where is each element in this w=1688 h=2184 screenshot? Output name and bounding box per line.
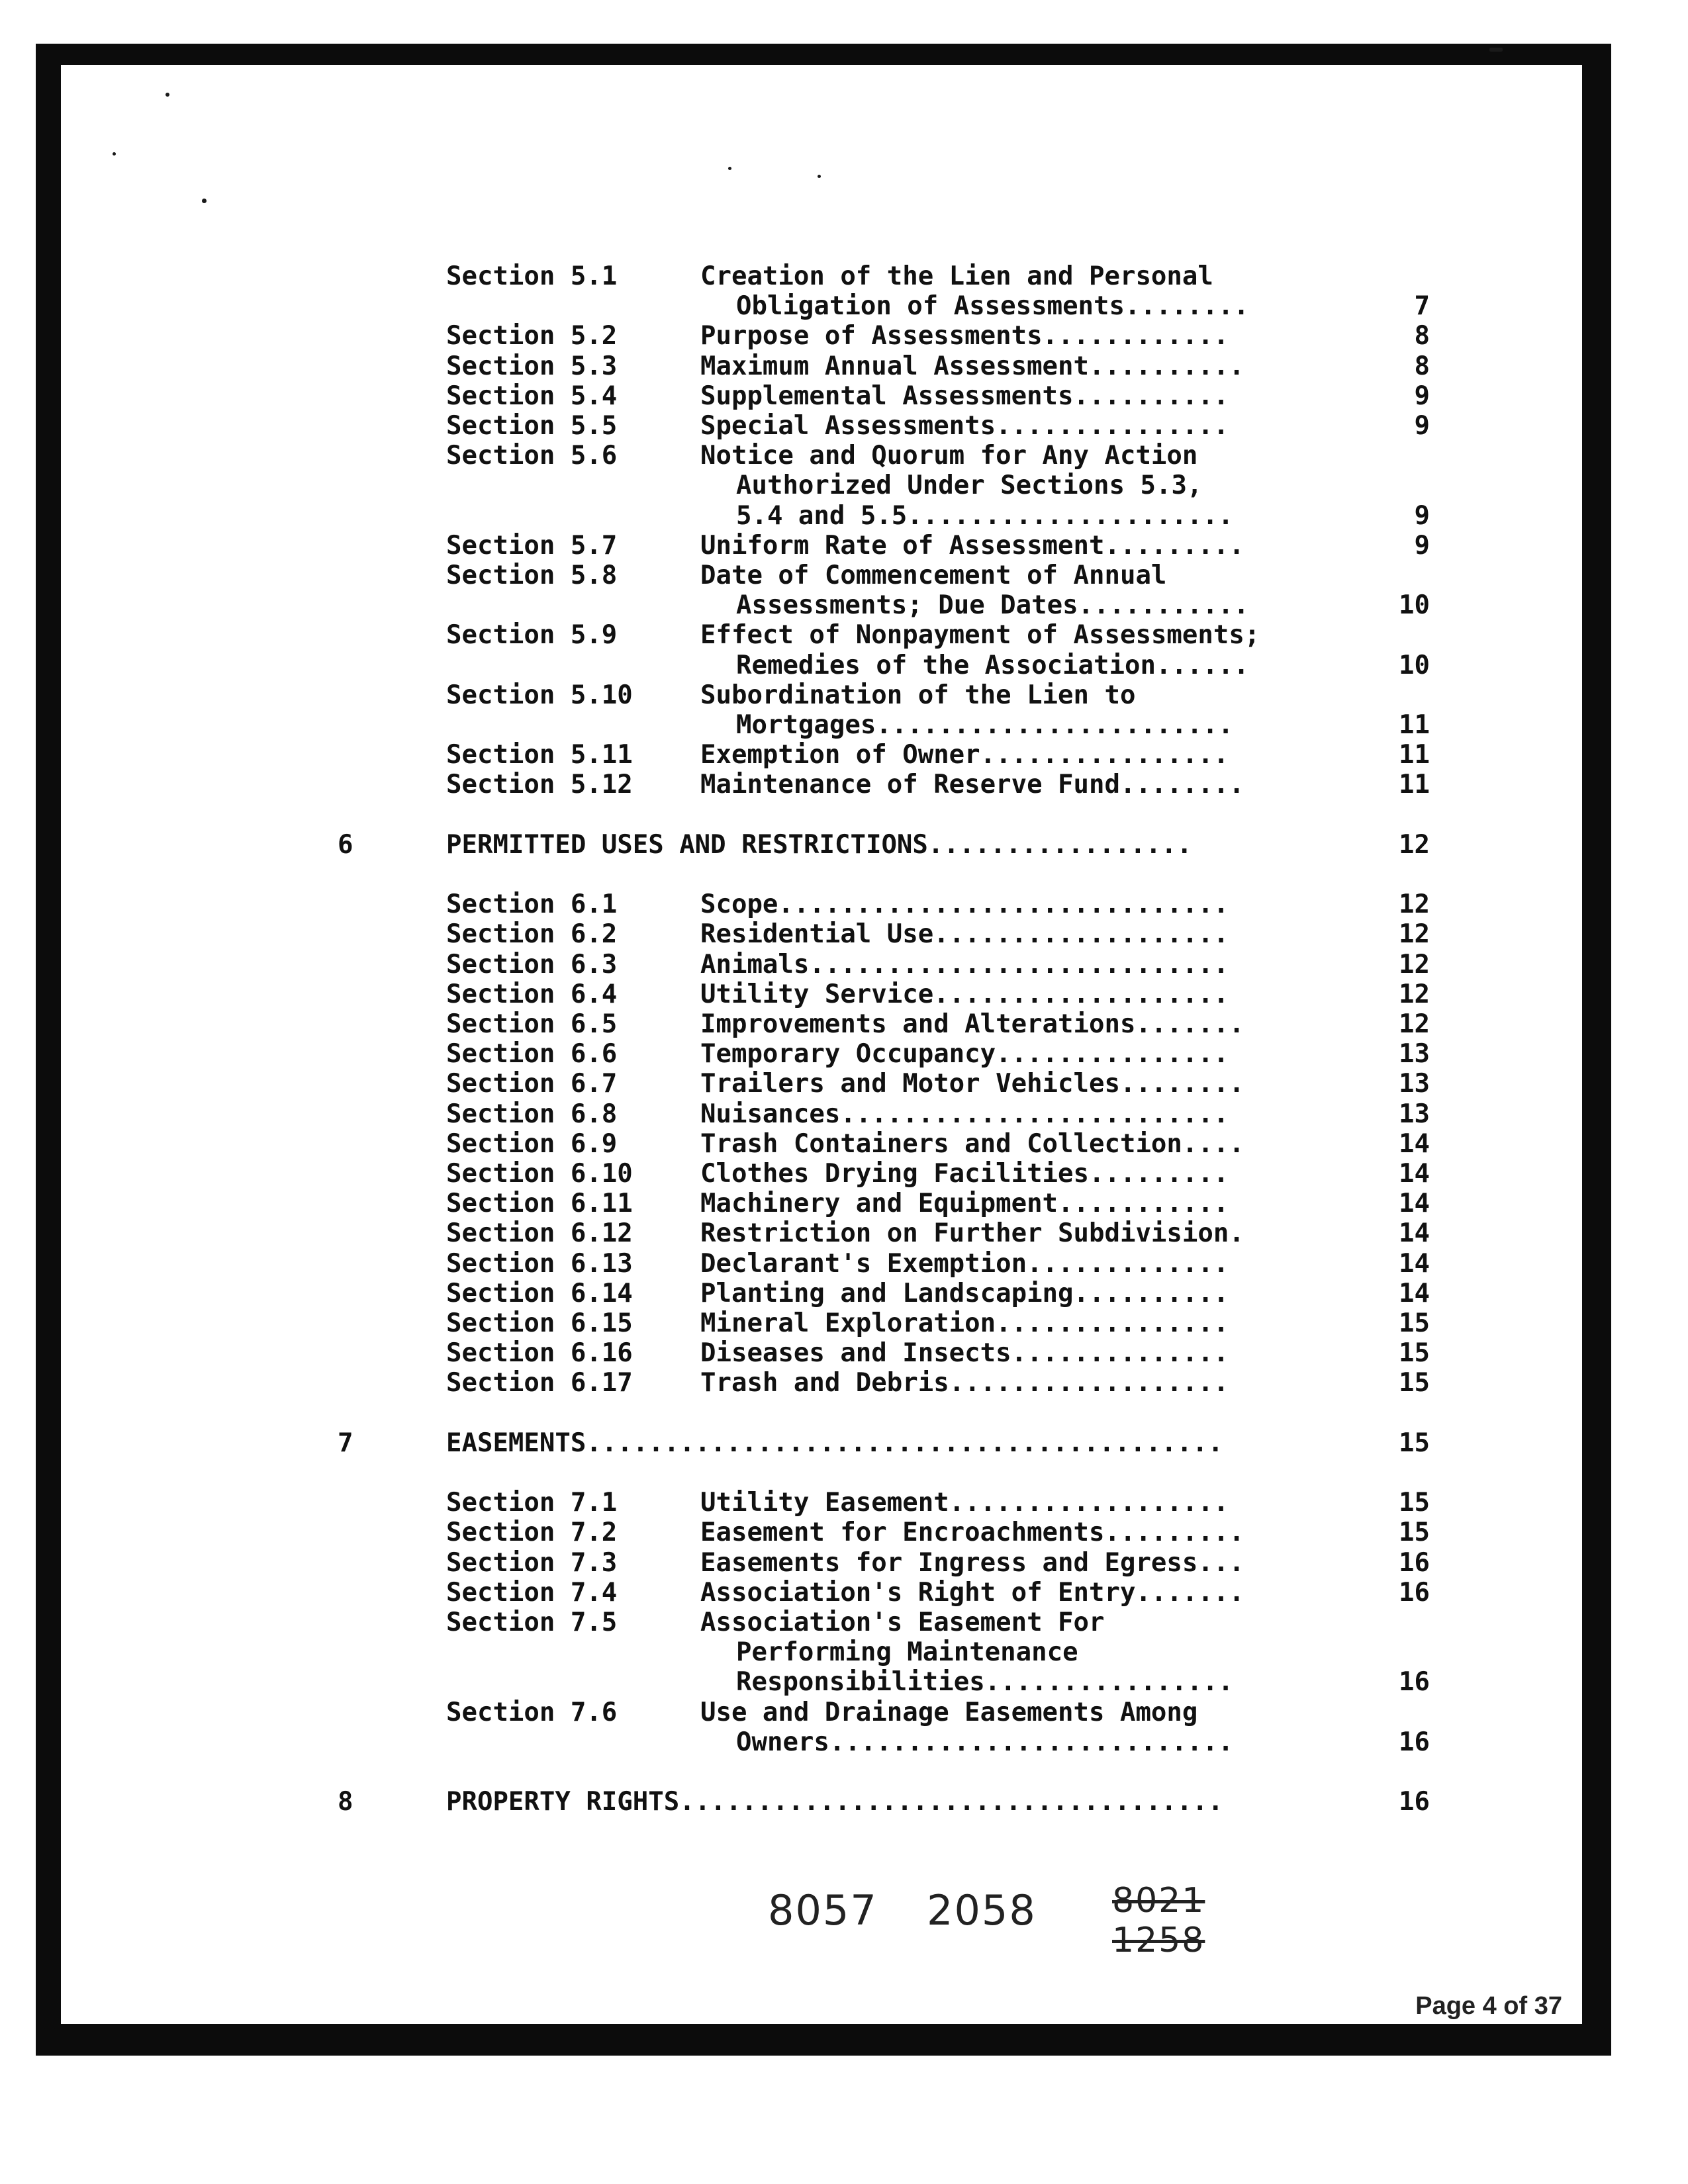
section-label: Section 6.6	[446, 1039, 618, 1069]
section-title: Declarant's Exemption.............	[700, 1249, 1229, 1279]
section-title: Maintenance of Reserve Fund........	[700, 770, 1244, 800]
book-number-stamp: 8057	[768, 1886, 878, 1934]
section-label: Section 5.9	[446, 620, 618, 651]
section-title: Effect of Nonpayment of Assessments;	[700, 621, 1260, 651]
section-label: Section 6.10	[446, 1159, 633, 1189]
page-number: 10	[1399, 590, 1430, 621]
section-title: Utility Easement..................	[700, 1488, 1229, 1518]
chapter-number: 7	[338, 1428, 353, 1458]
section-label: Section 5.5	[446, 411, 618, 441]
section-label: Section 6.14	[446, 1278, 633, 1308]
section-title: Utility Service...................	[700, 979, 1229, 1009]
page-number: 14	[1399, 1159, 1430, 1189]
section-title: Subordination of the Lien to	[700, 680, 1136, 710]
section-label: Section 6.13	[446, 1248, 633, 1279]
page-number: 13	[1399, 1039, 1430, 1069]
section-label: Section 6.7	[446, 1069, 618, 1099]
section-label: Section 6.15	[446, 1308, 633, 1338]
section-title: Use and Drainage Easements Among	[700, 1698, 1198, 1727]
page-number: 8	[1414, 351, 1430, 381]
section-label: Section 5.1	[446, 261, 618, 291]
section-title: Improvements and Alterations.......	[700, 1010, 1244, 1039]
section-label: Section 6.17	[446, 1368, 633, 1398]
page-number: 11	[1399, 770, 1430, 800]
section-label: Section 7.3	[446, 1547, 618, 1578]
section-title: Performing Maintenance	[736, 1638, 1078, 1668]
section-title: 5.4 and 5.5.....................	[736, 501, 1234, 531]
section-label: Section 6.2	[446, 919, 618, 950]
page-number: 16	[1399, 1787, 1430, 1817]
page-number: 13	[1399, 1069, 1430, 1099]
section-title: Mortgages.......................	[736, 711, 1234, 740]
page-number: 9	[1414, 500, 1430, 531]
section-title: Supplemental Assessments..........	[700, 381, 1229, 411]
section-title: Machinery and Equipment...........	[700, 1189, 1229, 1219]
section-title: Exemption of Owner................	[700, 741, 1229, 770]
page-number: 9	[1414, 381, 1430, 411]
section-label: Section 5.2	[446, 321, 618, 351]
page-number: 12	[1399, 1009, 1430, 1039]
section-label: Section 6.11	[446, 1189, 633, 1219]
page-indicator: Page 4 of 37	[1415, 1992, 1562, 2020]
section-title: Easement for Encroachments.........	[700, 1518, 1244, 1548]
section-title: Planting and Landscaping..........	[700, 1279, 1229, 1308]
page-number: 14	[1399, 1248, 1430, 1279]
page-number: 10	[1399, 650, 1430, 680]
page-number: 12	[1399, 919, 1430, 950]
section-title: Restriction on Further Subdivision.	[700, 1219, 1244, 1249]
chapter-number: 8	[338, 1787, 353, 1817]
section-title: Maximum Annual Assessment..........	[700, 351, 1244, 381]
section-title: Diseases and Insects..............	[700, 1339, 1229, 1369]
chapter-title: PERMITTED USES AND RESTRICTIONS.................	[446, 830, 1193, 860]
page-number: 15	[1399, 1368, 1430, 1398]
section-title: Owners..........................	[736, 1727, 1234, 1757]
page-number: 9	[1414, 411, 1430, 441]
page-number: 11	[1399, 740, 1430, 770]
chapter-title: PROPERTY RIGHTS...................................	[446, 1788, 1223, 1817]
page-number: 12	[1399, 889, 1430, 920]
page-number: 15	[1399, 1338, 1430, 1369]
section-label: Section 6.3	[446, 949, 618, 979]
page-number: 14	[1399, 1278, 1430, 1308]
page-number: 16	[1399, 1577, 1430, 1608]
section-title: Notice and Quorum for Any Action	[700, 441, 1198, 471]
section-title: Clothes Drying Facilities.........	[700, 1160, 1229, 1189]
page-number: 14	[1399, 1189, 1430, 1219]
section-title: Temporary Occupancy...............	[700, 1040, 1229, 1069]
chapter-title: EASEMENTS.........................................	[446, 1428, 1223, 1458]
chapter-number: 6	[338, 829, 353, 860]
section-label: Section 6.1	[446, 889, 618, 920]
page-number: 12	[1399, 949, 1430, 979]
section-title: Special Assessments...............	[700, 412, 1229, 441]
section-label: Section 6.4	[446, 979, 618, 1009]
section-title: Association's Easement For	[700, 1608, 1105, 1637]
section-title: Animals...........................	[700, 950, 1229, 979]
page-number: 8	[1414, 321, 1430, 351]
page-number: 16	[1399, 1727, 1430, 1757]
page-number-stamp: 2058	[927, 1886, 1037, 1934]
section-title: Nuisances.........................	[700, 1099, 1229, 1129]
page-number: 13	[1399, 1099, 1430, 1129]
section-title: Responsibilities................	[736, 1668, 1234, 1698]
page-number: 7	[1414, 291, 1430, 322]
section-label: Section 6.9	[446, 1128, 618, 1159]
section-label: Section 5.3	[446, 351, 618, 381]
section-title: Uniform Rate of Assessment.........	[700, 531, 1244, 561]
page-number: 16	[1399, 1667, 1430, 1698]
page-number: 15	[1399, 1518, 1430, 1548]
section-label: Section 6.12	[446, 1218, 633, 1249]
page-number: 15	[1399, 1428, 1430, 1458]
section-title: Remedies of the Association......	[736, 651, 1249, 680]
section-label: Section 5.11	[446, 740, 633, 770]
section-label: Section 7.2	[446, 1518, 618, 1548]
section-title: Association's Right of Entry.......	[700, 1578, 1244, 1608]
section-title: Creation of the Lien and Personal	[700, 262, 1213, 291]
section-label: Section 5.8	[446, 561, 618, 590]
section-label: Section 7.1	[446, 1488, 618, 1518]
page-number: 9	[1414, 530, 1430, 561]
section-label: Section 5.6	[446, 441, 618, 471]
section-title: Obligation of Assessments........	[736, 292, 1249, 322]
section-label: Section 6.16	[446, 1338, 633, 1369]
section-title: Residential Use...................	[700, 920, 1229, 950]
page-number: 14	[1399, 1218, 1430, 1249]
section-label: Section 6.5	[446, 1009, 618, 1039]
section-title: Purpose of Assessments............	[700, 322, 1229, 351]
section-title: Assessments; Due Dates...........	[736, 591, 1249, 621]
section-label: Section 5.10	[446, 680, 633, 710]
section-label: Section 5.7	[446, 530, 618, 561]
section-title: Trash Containers and Collection....	[700, 1129, 1244, 1159]
section-label: Section 7.6	[446, 1697, 618, 1727]
section-title: Scope.............................	[700, 890, 1229, 920]
struck-reference-stamp: 8021 1258	[1112, 1881, 1205, 1960]
page-number: 16	[1399, 1547, 1430, 1578]
section-title: Trailers and Motor Vehicles........	[700, 1069, 1244, 1099]
section-title: Date of Commencement of Annual	[700, 561, 1167, 590]
section-label: Section 7.4	[446, 1577, 618, 1608]
page-number: 15	[1399, 1308, 1430, 1338]
section-title: Easements for Ingress and Egress...	[700, 1548, 1244, 1578]
section-title: Mineral Exploration...............	[700, 1309, 1229, 1338]
page-number: 15	[1399, 1488, 1430, 1518]
section-label: Section 5.12	[446, 770, 633, 800]
page-number: 14	[1399, 1128, 1430, 1159]
section-title: Authorized Under Sections 5.3,	[736, 471, 1203, 501]
page-number: 11	[1399, 710, 1430, 740]
section-label: Section 7.5	[446, 1608, 618, 1637]
page-number: 12	[1399, 829, 1430, 860]
section-title: Trash and Debris..................	[700, 1369, 1229, 1398]
section-label: Section 6.8	[446, 1099, 618, 1129]
section-label: Section 5.4	[446, 381, 618, 411]
page-number: 12	[1399, 979, 1430, 1009]
